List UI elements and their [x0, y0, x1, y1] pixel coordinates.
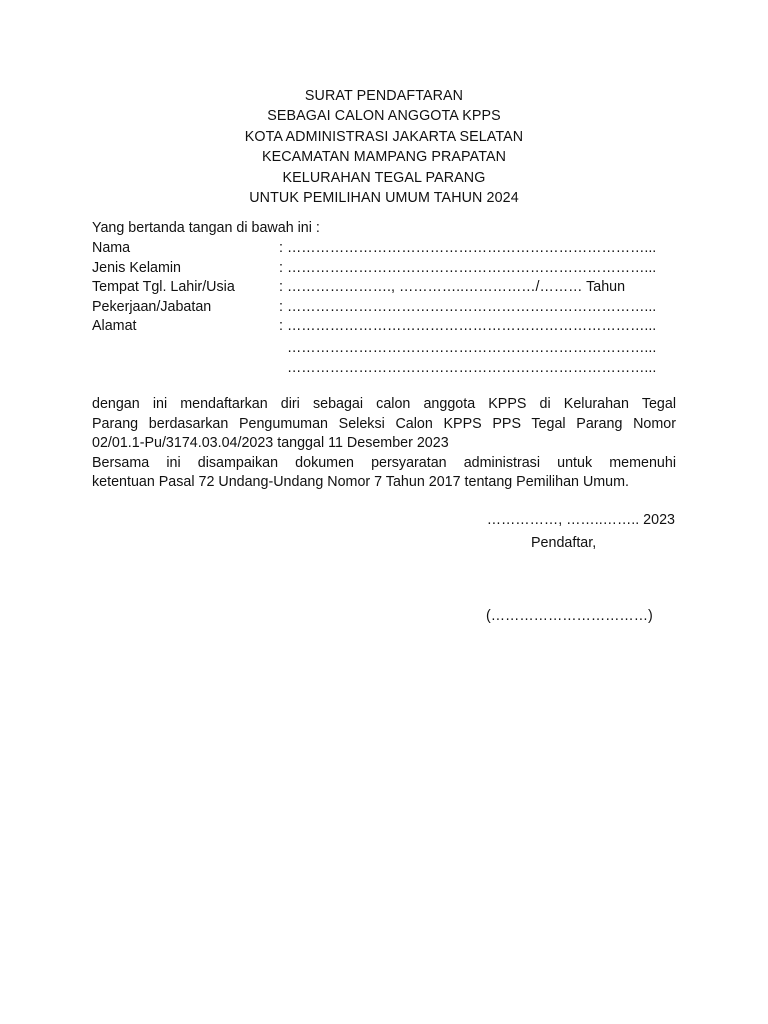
field-value: : …………………………………………………………………...: [279, 240, 657, 256]
field-label: Jenis Kelamin: [92, 259, 181, 276]
date-place-line: ……………, ……..…….. 2023: [486, 512, 675, 528]
field-value: : …………………………………………………………………...: [279, 318, 657, 334]
paragraph-line: ketentuan Pasal 72 Undang-Undang Nomor 7 Tahun 2017 tentang Pemilihan Umum.: [92, 474, 630, 490]
paragraph-line: Parang berdasarkan Pengumuman Seleksi Calon KPPS PPS Tegal Parang Nomor: [92, 415, 676, 432]
signature-line: (……………………………): [486, 608, 653, 624]
registration-paragraph: [92, 395, 676, 454]
paragraph-line: 02/01.1-Pu/3174.03.04/2023 tanggal 11 Desember 2023: [92, 435, 449, 451]
documents-paragraph: [92, 454, 676, 493]
title-line: KECAMATAN MAMPANG PRAPATAN: [261, 149, 507, 166]
field-value: : …………………………………………………………………...: [279, 259, 657, 276]
document-title: [0, 86, 768, 208]
address-continuation-line: …………………………………………………………………...: [287, 360, 657, 376]
field-label: Alamat: [92, 318, 137, 334]
field-value: : …………………., …………..……………/……… Tahun: [279, 279, 626, 295]
field-label: Tempat Tgl. Lahir/Usia: [92, 279, 235, 295]
title-line: SEBAGAI CALON ANGGOTA KPPS: [267, 108, 501, 125]
title-line: KOTA ADMINISTRASI JAKARTA SELATAN: [244, 128, 524, 145]
intro-text: Yang bertanda tangan di bawah ini :: [92, 220, 320, 236]
applicant-label: Pendaftar,: [531, 535, 597, 551]
paragraph-line: Bersama ini disampaikan dokumen persyaratan administrasi untuk memenuhi: [92, 454, 676, 471]
paragraph-line: dengan ini mendaftarkan diri sebagai calon anggota KPPS di Kelurahan Tegal: [92, 396, 676, 412]
title-line: KELURAHAN TEGAL PARANG: [282, 169, 486, 186]
field-label: Pekerjaan/Jabatan: [92, 298, 212, 315]
title-line: SURAT PENDAFTARAN: [304, 88, 464, 104]
title-line: UNTUK PEMILIHAN UMUM TAHUN 2024: [249, 190, 519, 207]
field-label: Nama: [92, 240, 131, 256]
address-continuation-line: …………………………………………………………………...: [287, 340, 657, 356]
field-value: : …………………………………………………………………...: [279, 298, 657, 315]
